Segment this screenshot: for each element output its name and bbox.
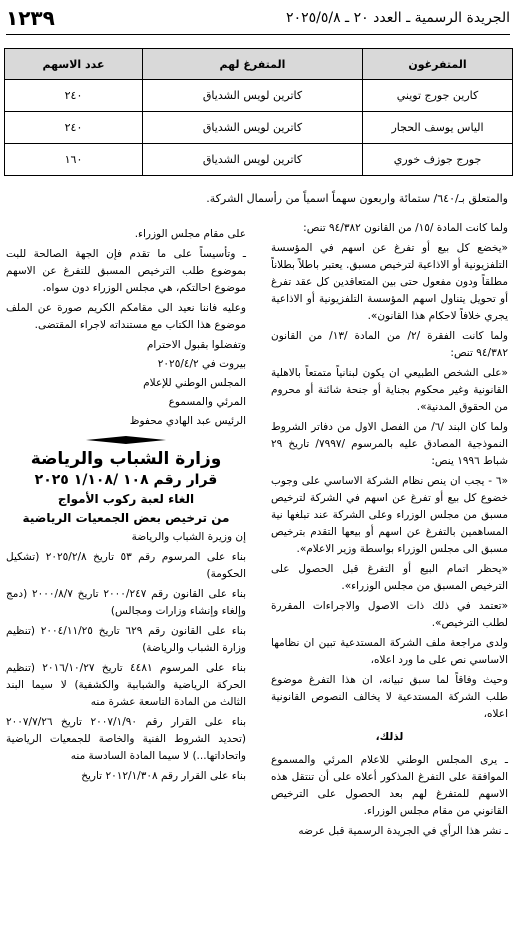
- table-cell: ٢٤٠: [5, 112, 143, 144]
- table-cell: كاترين لويس الشدياق: [143, 144, 363, 176]
- paragraph: ـ نشر هذا الرأي في الجريدة الرسمية قبل عرضه: [298, 825, 508, 837]
- paragraph: ـ وتأسيساً على ما تقدم فإن الجهة الصالحة للبت بموضوع طلب الترخيص المسبق للتفرغ عن الاسهم موضوع احالتكم، هي مجلس الوزراء دون سواه.: [6, 248, 246, 294]
- decision-title: الغاء لعبة ركوب الأمواج: [57, 492, 195, 506]
- paragraph: بناء على المرسوم رقم ٥٣ تاريخ ٢٠٢٥/٢/٨ (تشكيل الحكومة): [6, 551, 246, 580]
- ministry-title: وزارة الشباب والرياضة: [30, 449, 222, 469]
- column-header: عدد الاسهم: [5, 49, 143, 80]
- column-header: المتفرغون: [363, 49, 513, 80]
- page-header: [6, 6, 510, 36]
- paragraph: بناء على المرسوم ٤٤٨١ تاريخ ٢٠١٦/١٠/٢٧ (تنظيم الحركة الرياضية والشبابية والكشفية) لا سيما البند الثالث من المادة التاسعة عشرة منه: [6, 662, 247, 708]
- signature-block: [6, 337, 246, 429]
- table-cell: كاترين لويس الشدياق: [143, 112, 363, 144]
- signature-line: المجلس الوطني للإعلام: [143, 377, 246, 389]
- section-heading: لذلك،: [375, 731, 404, 743]
- table-row: [5, 144, 513, 176]
- paragraph: ولدى مراجعة ملف الشركة المستدعية تبين ان نظامها الاساسي نص على ما ورد اعلاه،: [271, 637, 508, 666]
- decision-subtitle: من ترخيص بعض الجمعيات الرياضية: [22, 511, 230, 525]
- share-count-line: والمتعلق بـ/٦٤٠/ ستمائة واربعون سهماً اسمياً من رأسمال الشركة.: [206, 192, 508, 205]
- paragraph: «٦ - يجب ان ينص نظام الشركة الاساسي على وجوب خضوع كل بيع أو تفرغ عن اسهم في الشركة لترخيص مسبق من مجلس الوزراء وعلى الشركة عند تبلغها نية المساهمين بالتفرغ عن اسهم أو بيعها التقدم بترخيص مسبق الى مجلس الوزراء بواسطة وزير الاعلام».: [271, 475, 508, 555]
- paragraph: ولما كان البند /٦/ من الفصل الاول من دفاتر الشروط النموذجية المصادق عليه بالمرسوم /٧٩٩٧/ تاريخ ٢٩ شباط ١٩٩٦ ينص:: [271, 421, 508, 467]
- gazette-title: الجريدة الرسمية ـ العدد ٢٠ ـ ٢٠٢٥/٥/٨: [286, 10, 510, 26]
- table-row: [5, 80, 513, 112]
- paragraph: ولما كانت الفقرة /٢/ من المادة /١٣/ من القانون ٩٤/٣٨٢ تنص:: [271, 330, 508, 359]
- paragraph: بناء على القانون رقم ٦٢٩ تاريخ ٢٠٠٤/١١/٢٥ (تنظيم وزارة الشباب والرياضة): [6, 625, 246, 654]
- paragraph: ـ يرى المجلس الوطني للاعلام المرئي والمسموع الموافقة على التفرغ المذكور أعلاه على أن تنتقل هذه الاسهم للمتفرغ لهم بعد الحصول على الترخيص القانوني من مقام مجلس الوزراء.: [271, 754, 508, 817]
- right-column: [271, 220, 508, 843]
- table-cell: ١٦٠: [5, 144, 143, 176]
- table-row: [5, 112, 513, 144]
- page-number: ١٢٣٩: [6, 6, 55, 30]
- paragraph: إن وزيرة الشباب والرياضة: [131, 531, 246, 543]
- table-header-row: [5, 49, 513, 80]
- section-divider: [86, 435, 166, 445]
- table-cell: جورج جوزف خوري: [363, 144, 513, 176]
- table-cell: الياس يوسف الحجار: [363, 112, 513, 144]
- left-column: [6, 226, 246, 788]
- column-header: المتفرغ لهم: [143, 49, 363, 80]
- signature-line: الرئيس عبد الهادي محفوظ: [129, 415, 246, 427]
- share-transfer-table: [4, 48, 513, 176]
- signature-line: بيروت في ٢٠٢٥/٤/٢: [157, 358, 246, 370]
- paragraph: «تعتمد في ذلك ذات الاصول والاجراءات المقررة لطلب الترخيص».: [271, 600, 508, 629]
- paragraph: «على الشخص الطبيعي ان يكون لبنانياً متمتعاً بالاهلية القانونية وغير محكوم بجناية أو جنحة شائنة أو محروم من الحقوق المدنية».: [271, 367, 508, 413]
- table-cell: كاترين لويس الشدياق: [143, 80, 363, 112]
- header-rule: [6, 34, 510, 35]
- table-cell: ٢٤٠: [5, 80, 143, 112]
- signature-line: وتفضلوا بقبول الاحترام: [146, 339, 246, 351]
- decision-number: قرار رقم ١٠٨ /١/١٠٨ ٢٠٢٥: [34, 472, 218, 488]
- signature-line: المرئي والمسموع: [168, 396, 246, 408]
- paragraph: «يحظر اتمام البيع أو التفرغ قبل الحصول على الترخيص المسبق من مجلس الوزراء».: [271, 563, 508, 592]
- paragraph: بناء على القرار رقم ٢٠١٢/١/٣٠٨ تاريخ: [81, 770, 246, 782]
- paragraph: وعليه فاننا نعيد الى مقامكم الكريم صورة عن الملف موضوع هذا الكتاب مع مستنداته لاجراء المقتضى.: [6, 302, 246, 331]
- table-cell: كارين جورج تويني: [363, 80, 513, 112]
- paragraph: وحيث وفاقاً لما سبق تبيانه، ان هذا التفرغ موضوع طلب الشركة المستدعية لا يخالف النصوص القانونية اعلاه،: [271, 674, 508, 720]
- paragraph: بناء على القانون رقم ٢٠٠٠/٢٤٧ تاريخ ٢٠٠٠/٨/٧ (دمج وإلغاء وإنشاء وزارات ومجالس): [6, 588, 246, 617]
- paragraph: بناء على القرار رقم ٢٠٠٧/١/٩٠ تاريخ ٢٠٠٧/٧/٢٦ (تحديد الشروط الفنية والخاصة للجمعيات الرياضية واتحاداتها...) لا سيما المادة السادسة منه: [6, 716, 246, 762]
- paragraph: ولما كانت المادة /١٥/ من القانون ٩٤/٣٨٢ تنص:: [303, 222, 508, 234]
- paragraph: «يخضع كل بيع أو تفرغ عن اسهم في المؤسسة التلفزيونية أو الاذاعية لترخيص مسبق. يعتبر باطلاً بطلاناً مطلقاً ودون مفعول حتى بين المتعاقدين كل عقد تفرغ أو تحويل يتناول اسهم المؤسسة التلفزيونية أو الاذاعية يجري خلافاً لاحكام هذا القانون».: [271, 242, 508, 322]
- paragraph: على مقام مجلس الوزراء.: [134, 228, 246, 240]
